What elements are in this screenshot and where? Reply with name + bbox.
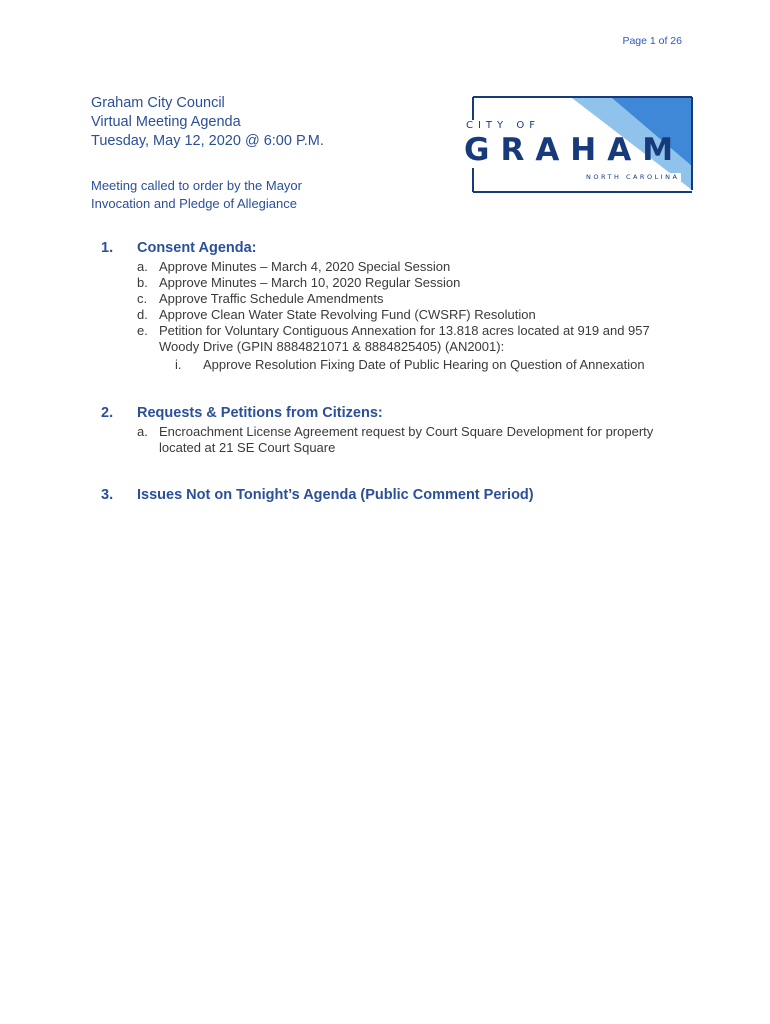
section-consent-agenda (101, 240, 691, 373)
meeting-type: Virtual Meeting Agenda (91, 114, 241, 130)
list-item: d. Approve Clean Water State Revolving Fund (CWSRF) Resolution (137, 307, 536, 322)
section-number: 1. (101, 240, 114, 256)
list-item: e. Petition for Voluntary Contiguous Annexation for 13.818 acres located at 919 and 957 Woody Drive (GPIN 8884821071 & 8884825405) (AN2001): (137, 323, 650, 354)
section-title: Requests & Petitions from Citizens: (137, 405, 383, 421)
city-of-graham-logo (462, 96, 694, 196)
section-number: 2. (101, 405, 114, 421)
logo-state: NORTH CAROLINA (586, 173, 680, 181)
call-to-order: Meeting called to order by the Mayor (91, 178, 302, 193)
invocation: Invocation and Pledge of Allegiance (91, 196, 297, 211)
meeting-date: Tuesday, May 12, 2020 @ 6:00 P.M. (91, 133, 324, 149)
page-number: Page 1 of 26 (622, 35, 682, 47)
meeting-intro (91, 177, 302, 213)
list-item: a. Approve Minutes – March 4, 2020 Special Session (137, 259, 451, 274)
agenda-header (91, 94, 324, 151)
section-title: Consent Agenda: (137, 240, 257, 256)
section-number: 3. (101, 487, 114, 503)
list-item: a. Encroachment License Agreement request by Court Square Development for property located at 21 SE Court Square (137, 424, 654, 455)
section-requests-petitions (101, 405, 691, 456)
sub-list-item: i. Approve Resolution Fixing Date of Public Hearing on Question of Annexation (175, 357, 645, 372)
section-public-comment (101, 487, 691, 503)
logo-graham: GRAHAM (464, 132, 685, 168)
logo-city-of: CITY OF (466, 120, 540, 131)
list-item: b. Approve Minutes – March 10, 2020 Regular Session (137, 275, 461, 290)
council-name: Graham City Council (91, 95, 225, 111)
section-title: Issues Not on Tonight’s Agenda (Public Comment Period) (137, 487, 534, 503)
list-item: c. Approve Traffic Schedule Amendments (137, 291, 384, 306)
